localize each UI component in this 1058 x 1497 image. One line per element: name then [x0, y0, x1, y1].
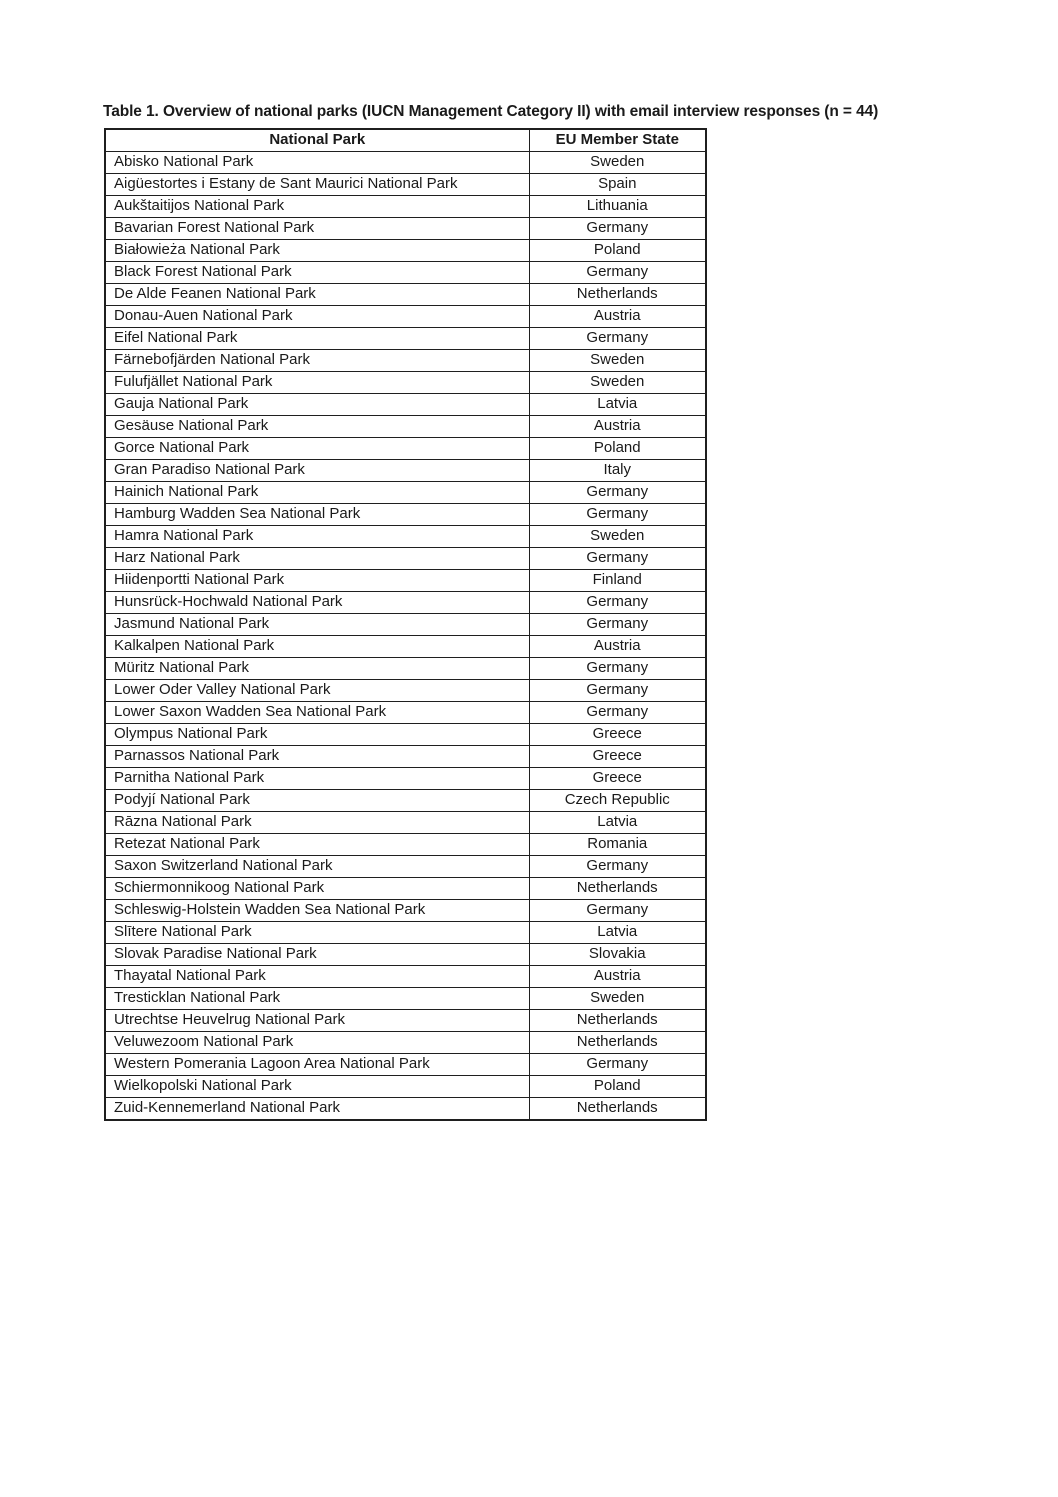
park-name-cell: Harz National Park	[105, 548, 529, 570]
member-state-cell: Netherlands	[529, 1098, 706, 1121]
table-row	[105, 878, 706, 900]
member-state-cell: Austria	[529, 966, 706, 988]
table-row	[105, 592, 706, 614]
park-name-cell: Schiermonnikoog National Park	[105, 878, 529, 900]
table-body	[105, 152, 706, 1121]
member-state-cell: Greece	[529, 746, 706, 768]
park-name-cell: Olympus National Park	[105, 724, 529, 746]
member-state-cell: Germany	[529, 592, 706, 614]
table-row	[105, 504, 706, 526]
member-state-cell: Netherlands	[529, 1010, 706, 1032]
park-name-cell: Eifel National Park	[105, 328, 529, 350]
table-row	[105, 922, 706, 944]
park-name-cell: Lower Oder Valley National Park	[105, 680, 529, 702]
table-row	[105, 614, 706, 636]
member-state-cell: Sweden	[529, 350, 706, 372]
table-row	[105, 438, 706, 460]
table-row	[105, 724, 706, 746]
member-state-cell: Latvia	[529, 394, 706, 416]
park-name-cell: Gran Paradiso National Park	[105, 460, 529, 482]
member-state-cell: Czech Republic	[529, 790, 706, 812]
park-name-cell: Bavarian Forest National Park	[105, 218, 529, 240]
table-row	[105, 944, 706, 966]
table-row	[105, 790, 706, 812]
park-name-cell: Gesäuse National Park	[105, 416, 529, 438]
park-name-cell: Parnassos National Park	[105, 746, 529, 768]
table-row	[105, 460, 706, 482]
member-state-cell: Germany	[529, 548, 706, 570]
table-row	[105, 328, 706, 350]
table-row	[105, 856, 706, 878]
park-name-cell: Aigüestortes i Estany de Sant Maurici National Park	[105, 174, 529, 196]
park-name-cell: Tresticklan National Park	[105, 988, 529, 1010]
table-row	[105, 812, 706, 834]
table-row	[105, 394, 706, 416]
member-state-cell: Greece	[529, 724, 706, 746]
park-name-cell: Saxon Switzerland National Park	[105, 856, 529, 878]
member-state-cell: Latvia	[529, 922, 706, 944]
park-name-cell: Müritz National Park	[105, 658, 529, 680]
park-name-cell: Hamra National Park	[105, 526, 529, 548]
member-state-cell: Netherlands	[529, 1032, 706, 1054]
table-row	[105, 284, 706, 306]
park-name-cell: Donau-Auen National Park	[105, 306, 529, 328]
park-name-cell: Fulufjället National Park	[105, 372, 529, 394]
member-state-cell: Germany	[529, 1054, 706, 1076]
park-name-cell: Wielkopolski National Park	[105, 1076, 529, 1098]
table-row	[105, 1054, 706, 1076]
table-row	[105, 350, 706, 372]
table-row	[105, 1010, 706, 1032]
table-row	[105, 834, 706, 856]
table-row	[105, 218, 706, 240]
member-state-cell: Germany	[529, 262, 706, 284]
table-row	[105, 240, 706, 262]
member-state-cell: Finland	[529, 570, 706, 592]
member-state-cell: Poland	[529, 240, 706, 262]
member-state-cell: Sweden	[529, 988, 706, 1010]
table-row	[105, 1098, 706, 1121]
member-state-cell: Germany	[529, 614, 706, 636]
member-state-cell: Romania	[529, 834, 706, 856]
member-state-cell: Italy	[529, 460, 706, 482]
member-state-cell: Netherlands	[529, 284, 706, 306]
park-name-cell: Slītere National Park	[105, 922, 529, 944]
member-state-cell: Germany	[529, 504, 706, 526]
park-name-cell: Białowieża National Park	[105, 240, 529, 262]
table-row	[105, 680, 706, 702]
member-state-cell: Germany	[529, 328, 706, 350]
park-name-cell: De Alde Feanen National Park	[105, 284, 529, 306]
table-row	[105, 152, 706, 174]
park-name-cell: Parnitha National Park	[105, 768, 529, 790]
table-row	[105, 196, 706, 218]
park-name-cell: Lower Saxon Wadden Sea National Park	[105, 702, 529, 724]
member-state-cell: Austria	[529, 636, 706, 658]
table-row	[105, 702, 706, 724]
table-header-row	[105, 129, 706, 152]
member-state-cell: Germany	[529, 856, 706, 878]
table-caption: Table 1. Overview of national parks (IUCN Management Category II) with email interview responses (n = 44)	[103, 103, 879, 120]
member-state-cell: Netherlands	[529, 878, 706, 900]
table-row	[105, 306, 706, 328]
park-name-cell: Utrechtse Heuvelrug National Park	[105, 1010, 529, 1032]
park-name-cell: Gauja National Park	[105, 394, 529, 416]
park-name-cell: Slovak Paradise National Park	[105, 944, 529, 966]
park-name-cell: Hunsrück-Hochwald National Park	[105, 592, 529, 614]
member-state-cell: Poland	[529, 438, 706, 460]
table-row	[105, 658, 706, 680]
column-header-eu-member-state: EU Member State	[529, 129, 706, 152]
park-name-cell: Kalkalpen National Park	[105, 636, 529, 658]
table-row	[105, 262, 706, 284]
park-name-cell: Abisko National Park	[105, 152, 529, 174]
table-row	[105, 548, 706, 570]
table-row	[105, 636, 706, 658]
national-parks-table	[104, 128, 707, 1121]
member-state-cell: Germany	[529, 900, 706, 922]
table-row	[105, 988, 706, 1010]
table-row	[105, 570, 706, 592]
table-row	[105, 768, 706, 790]
member-state-cell: Germany	[529, 218, 706, 240]
park-name-cell: Aukštaitijos National Park	[105, 196, 529, 218]
table-row	[105, 526, 706, 548]
page-content	[101, 103, 878, 1121]
member-state-cell: Sweden	[529, 372, 706, 394]
member-state-cell: Sweden	[529, 526, 706, 548]
park-name-cell: Hiidenportti National Park	[105, 570, 529, 592]
column-header-national-park: National Park	[105, 129, 529, 152]
park-name-cell: Hainich National Park	[105, 482, 529, 504]
member-state-cell: Spain	[529, 174, 706, 196]
park-name-cell: Western Pomerania Lagoon Area National Park	[105, 1054, 529, 1076]
park-name-cell: Zuid-Kennemerland National Park	[105, 1098, 529, 1121]
member-state-cell: Austria	[529, 306, 706, 328]
park-name-cell: Schleswig-Holstein Wadden Sea National Park	[105, 900, 529, 922]
table-row	[105, 372, 706, 394]
park-name-cell: Black Forest National Park	[105, 262, 529, 284]
member-state-cell: Germany	[529, 658, 706, 680]
table-row	[105, 1032, 706, 1054]
table-row	[105, 900, 706, 922]
park-name-cell: Gorce National Park	[105, 438, 529, 460]
member-state-cell: Germany	[529, 680, 706, 702]
park-name-cell: Rāzna National Park	[105, 812, 529, 834]
park-name-cell: Thayatal National Park	[105, 966, 529, 988]
table-row	[105, 746, 706, 768]
park-name-cell: Veluwezoom National Park	[105, 1032, 529, 1054]
park-name-cell: Podyjí National Park	[105, 790, 529, 812]
member-state-cell: Germany	[529, 482, 706, 504]
member-state-cell: Latvia	[529, 812, 706, 834]
member-state-cell: Germany	[529, 702, 706, 724]
member-state-cell: Slovakia	[529, 944, 706, 966]
member-state-cell: Poland	[529, 1076, 706, 1098]
member-state-cell: Lithuania	[529, 196, 706, 218]
park-name-cell: Jasmund National Park	[105, 614, 529, 636]
park-name-cell: Retezat National Park	[105, 834, 529, 856]
park-name-cell: Färnebofjärden National Park	[105, 350, 529, 372]
table-row	[105, 966, 706, 988]
member-state-cell: Greece	[529, 768, 706, 790]
park-name-cell: Hamburg Wadden Sea National Park	[105, 504, 529, 526]
table-row	[105, 174, 706, 196]
table-row	[105, 416, 706, 438]
member-state-cell: Sweden	[529, 152, 706, 174]
table-row	[105, 482, 706, 504]
table-row	[105, 1076, 706, 1098]
member-state-cell: Austria	[529, 416, 706, 438]
